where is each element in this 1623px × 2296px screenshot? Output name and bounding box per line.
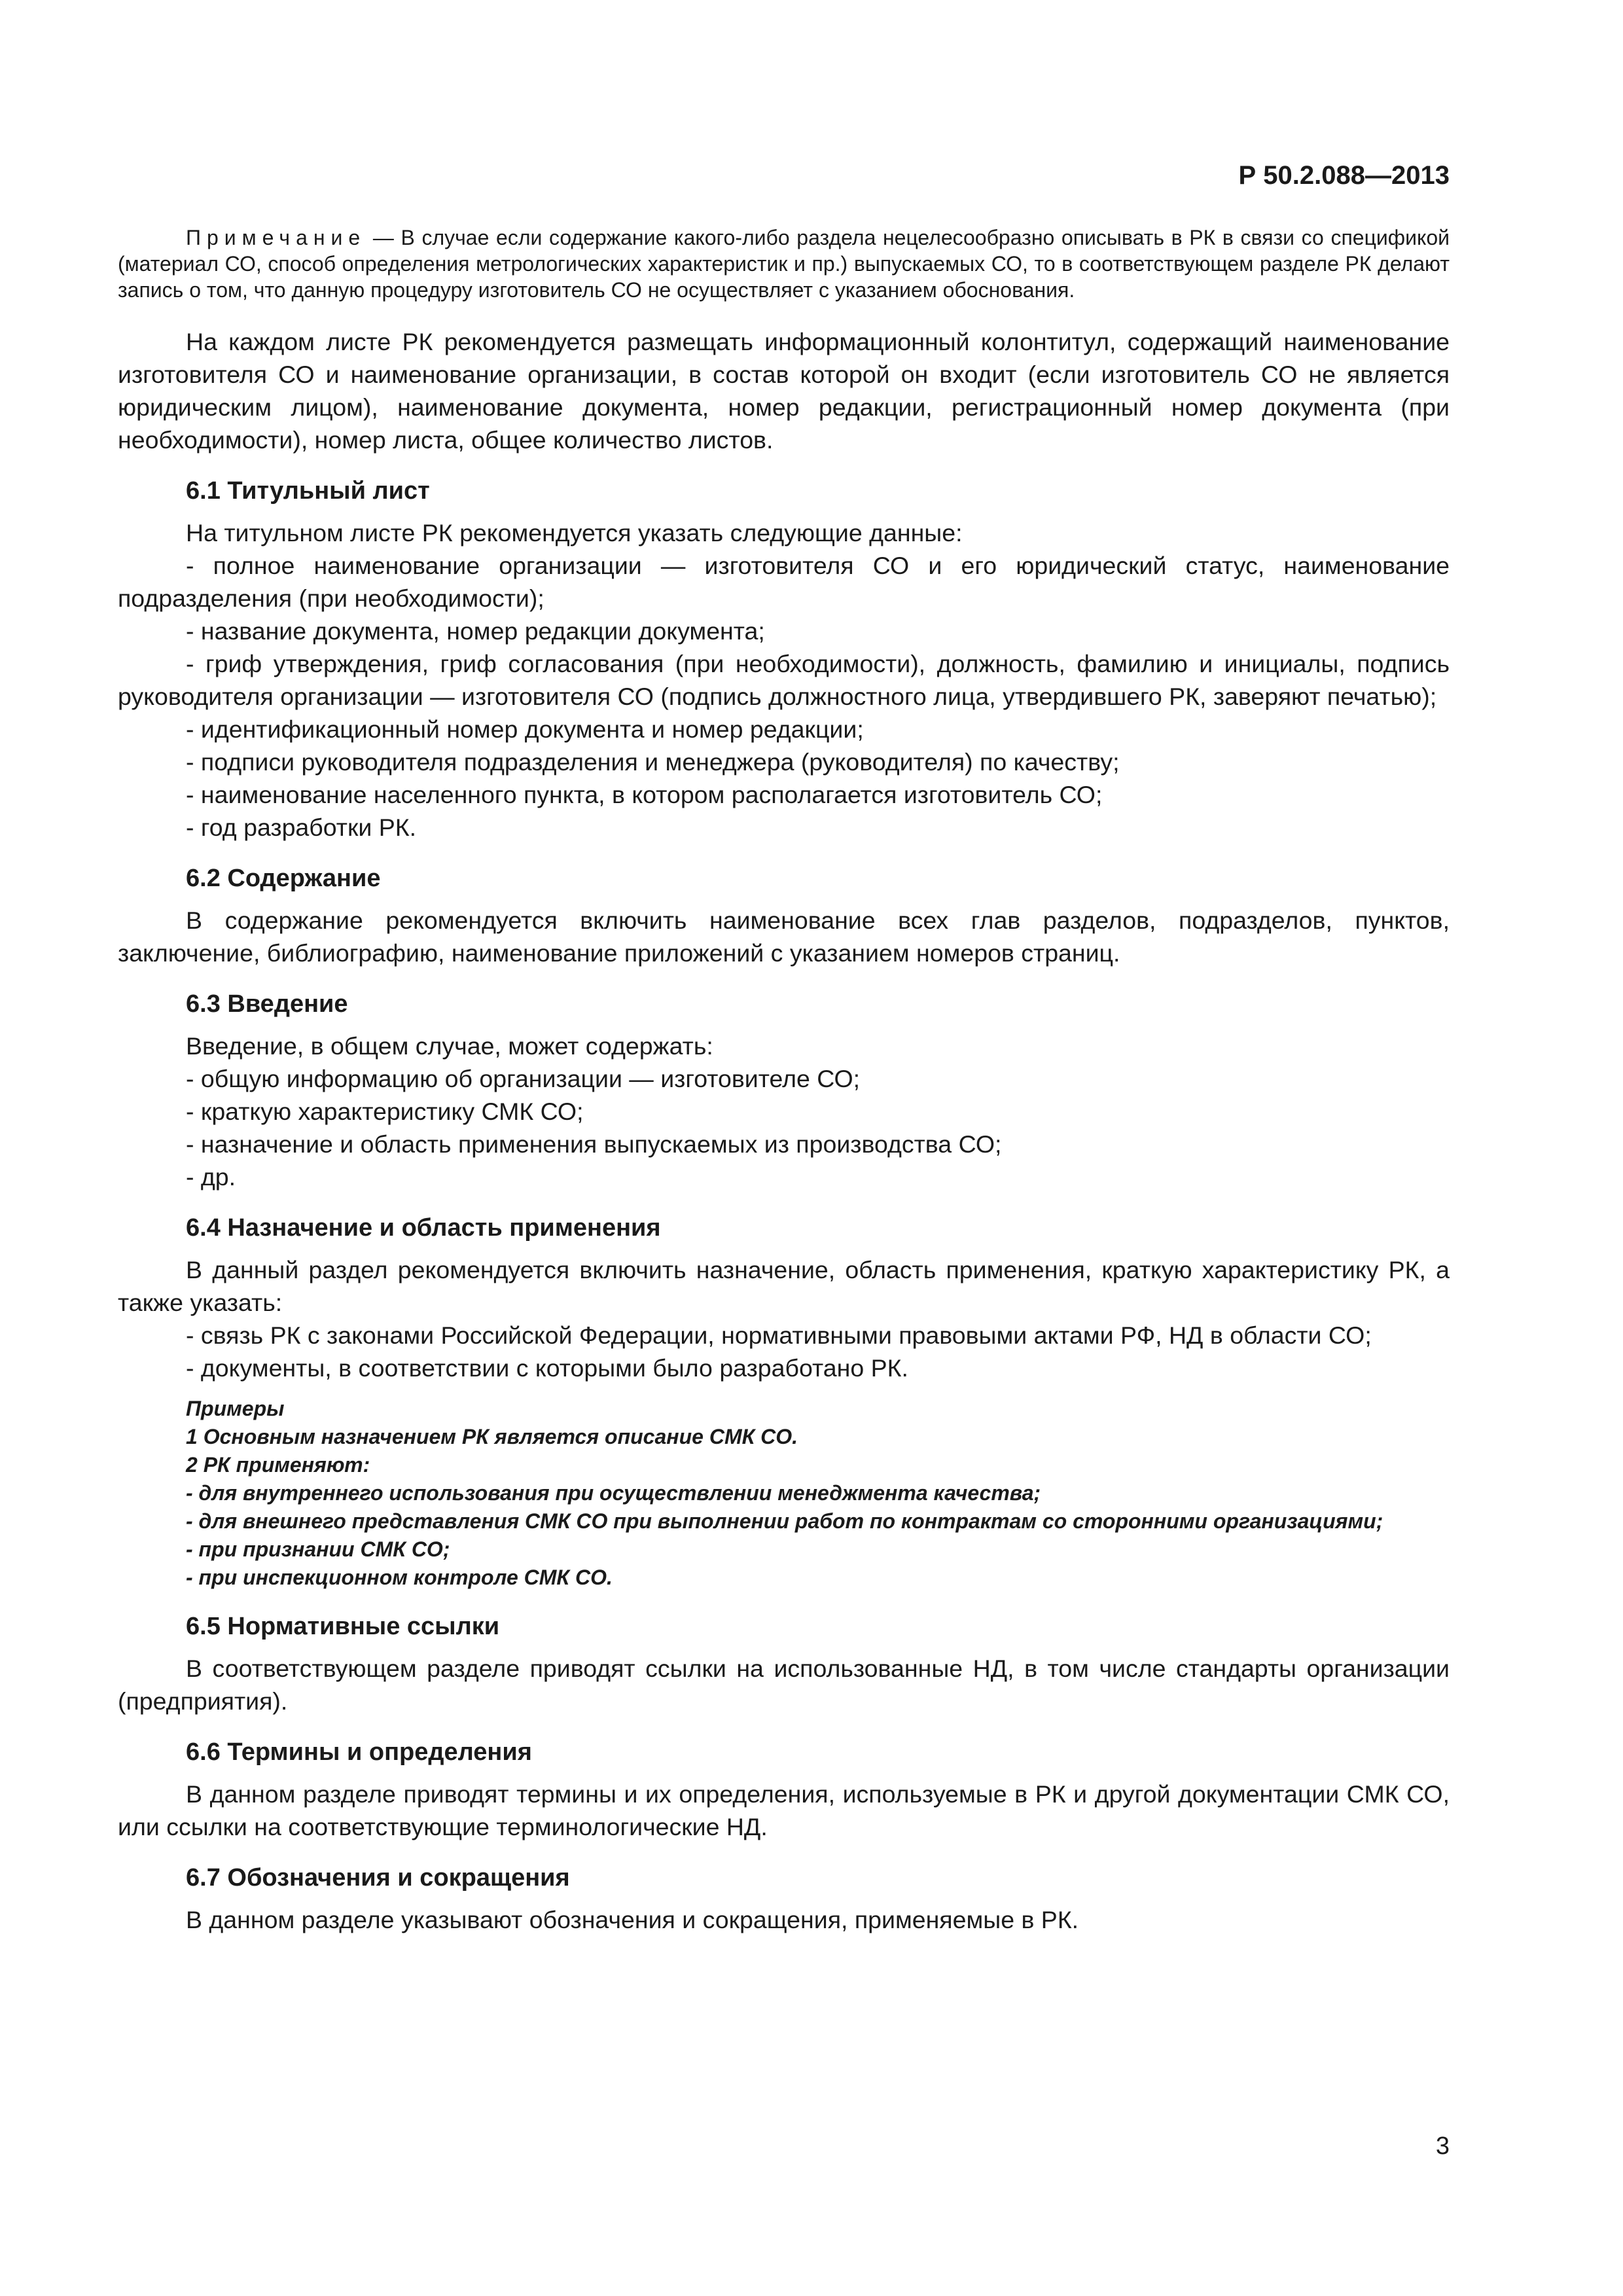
section-lead-6-7: В данном разделе указывают обозначения и сокращения, применяемые в РК. — [186, 1906, 1079, 1933]
list-item: - документы, в соответствии с которыми было разработано РК. — [186, 1354, 908, 1382]
section-lead-6-3: Введение, в общем случае, может содержать: — [186, 1032, 713, 1060]
list-item: - год разработки РК. — [186, 814, 417, 841]
example-line: 1 Основным назначением РК является описание СМК СО. — [186, 1425, 798, 1448]
list-item: - др. — [186, 1163, 236, 1191]
section-lead-6-1: На титульном листе РК рекомендуется указать следующие данные: — [186, 519, 963, 547]
list-item: - гриф утверждения, гриф согласования (при необходимости), должность, фамилию и инициалы, подпись руководителя организации — изготовителя СО (подпись должностного лица, утвердившего РК, заверяют печатью); — [118, 650, 1450, 710]
section-lead-6-2: В содержание рекомендуется включить наименование всех глав разделов, подразделов, пунктов, заключение, библиографию, наименование приложений с указанием номеров страниц. — [118, 906, 1450, 967]
list-item: - подписи руководителя подразделения и менеджера (руководителя) по качеству; — [186, 748, 1120, 776]
example-line: - для внешнего представления СМК СО при выполнении работ по контрактам со сторонними организациями; — [186, 1509, 1383, 1533]
section-heading-6-3: 6.3 Введение — [186, 990, 348, 1018]
list-item: - идентификационный номер документа и номер редакции; — [186, 715, 864, 743]
list-item: - наименование населенного пункта, в котором располагается изготовитель СО; — [186, 781, 1103, 808]
examples-title: Примеры — [186, 1397, 285, 1420]
section-heading-6-2: 6.2 Содержание — [186, 865, 381, 892]
document-page — [118, 0, 1450, 2296]
section-heading-6-4: 6.4 Назначение и область применения — [186, 1214, 661, 1242]
section-lead-6-5: В соответствующем разделе приводят ссылки на использованные НД, в том числе стандарты организации (предприятия). — [118, 1655, 1450, 1715]
list-item: - полное наименование организации — изготовителя СО и его юридический статус, наименование подразделения (при необходимости); — [118, 552, 1450, 612]
note-paragraph — [118, 224, 1450, 303]
section-heading-6-7: 6.7 Обозначения и сокращения — [186, 1864, 570, 1892]
list-item: - общую информацию об организации — изготовителе СО; — [186, 1065, 861, 1092]
section-heading-6-5: 6.5 Нормативные ссылки — [186, 1613, 500, 1640]
example-line: - при признании СМК СО; — [186, 1537, 450, 1561]
section-lead-6-4: В данный раздел рекомендуется включить назначение, область применения, краткую характеристику РК, а также указать: — [118, 1256, 1450, 1316]
example-line: 2 РК применяют: — [186, 1453, 370, 1477]
section-lead-6-6: В данном разделе приводят термины и их определения, используемые в РК и другой документации СМК СО, или ссылки на соответствующие терминологические НД. — [118, 1780, 1450, 1840]
page-content — [118, 224, 1450, 1936]
note-text: — В случае если содержание какого-либо раздела нецелесообразно описывать в РК в связи со спецификой (материал СО, способ определения метрологических характеристик и пр.) выпускаемых СО, то в соответствующем разделе РК делают запись о том, что данную процедуру изготовитель СО не осуществляет с указанием обоснования. — [118, 226, 1450, 302]
page-number: 3 — [1435, 2132, 1450, 2160]
list-item: - назначение и область применения выпускаемых из производства СО; — [186, 1130, 1002, 1158]
note-label: Примечание — [186, 226, 366, 249]
list-item: - связь РК с законами Российской Федерации, нормативными правовыми актами РФ, НД в области СО; — [186, 1321, 1372, 1349]
section-heading-6-1: 6.1 Титульный лист — [186, 477, 430, 505]
list-item: - краткую характеристику СМК СО; — [186, 1098, 584, 1125]
document-code: Р 50.2.088—2013 — [1238, 161, 1450, 190]
example-line: - при инспекционном контроле СМК СО. — [186, 1566, 613, 1589]
list-item: - название документа, номер редакции документа; — [186, 617, 765, 645]
section-heading-6-6: 6.6 Термины и определения — [186, 1738, 532, 1766]
intro-paragraph: На каждом листе РК рекомендуется размещать информационный колонтитул, содержащий наименование изготовителя СО и наименование организации, в состав которой он входит (если изготовитель СО не является юридическим лицом), наименование документа, номер редакции, регистрационный номер документа (при необходимости), номер листа, общее количество листов. — [118, 328, 1450, 454]
example-line: - для внутреннего использования при осуществлении менеджмента качества; — [186, 1481, 1041, 1505]
